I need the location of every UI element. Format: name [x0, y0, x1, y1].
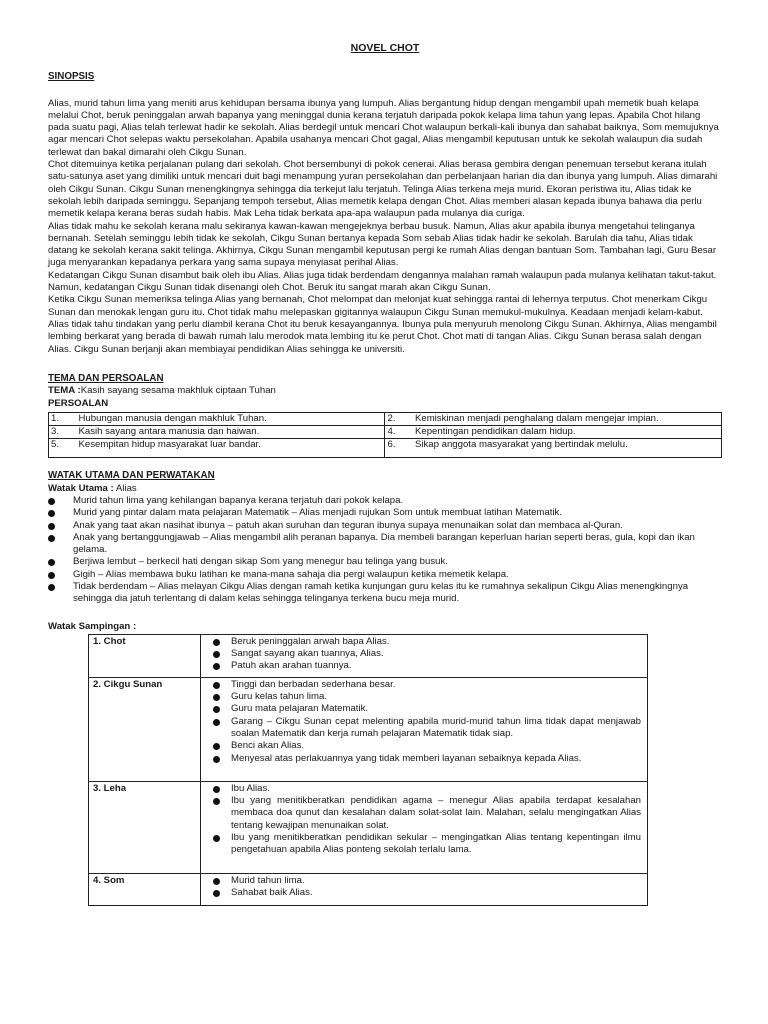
- table-row: [49, 412, 722, 425]
- synopsis-paragraph: Chot ditemuinya ketika perjalanan pulang dari sekolah. Chot bersembunyi di pokok cenerai. Alias berasa gembira dengan penemuan tersebut kerana itulah satu-satunya aset yang dimiliki untuk mencari duit bagi menampung yuran persekolahan dan perbelanjaan harian dia dan ibunya yang lumpuh. Alias dimarahi oleh Cikgu Sunan. Cikgu Sunan menengkingnya sehingga dia terkejut lalu terjatuh. Telinga Alias terkena meja murid. Ekoran peristiwa itu, Alias tidak ke sekolah lebih daripada seminggu. Sepanjang tempoh tersebut, Alias memetik kelapa dengan Chot. Alias memberi alasan kepada ibunya bahawa dia perlu memetik kelapa kerana beras sudah habis. Mak Leha tidak berkata apa-apa walaupun pada mulanya dia curiga.: [48, 159, 718, 220]
- bullet-icon: [48, 535, 55, 542]
- table-row: [89, 873, 648, 905]
- trait-text: Guru kelas tahun lima.: [231, 691, 327, 703]
- persoalan-text: Kemiskinan menjadi penghalang dalam mengejar impian.: [413, 412, 722, 425]
- bullet-icon: [48, 559, 55, 566]
- list-item: [205, 660, 641, 672]
- trait-text: Sangat sayang akan tuannya, Alias.: [231, 648, 384, 660]
- list-item: [48, 532, 722, 557]
- tema-label: TEMA :: [48, 385, 81, 397]
- persoalan-text: Kasih sayang antara manusia dan haiwan.: [76, 426, 385, 439]
- bullet-icon: [213, 694, 220, 701]
- character-name: 1. Chot: [89, 634, 201, 677]
- bullet-icon: [213, 651, 220, 658]
- trait-text: Ibu Alias.: [231, 782, 270, 794]
- bullet-icon: [213, 878, 220, 885]
- list-item: [205, 648, 641, 660]
- bullet-icon: [213, 835, 220, 842]
- list-item: [205, 875, 641, 887]
- list-item: [48, 581, 722, 606]
- list-item: [205, 832, 641, 857]
- character-name: 3. Leha: [89, 781, 201, 873]
- document-title: NOVEL CHOT: [350, 42, 420, 54]
- persoalan-text: Sikap anggota masyarakat yang bertindak melulu.: [413, 439, 722, 458]
- trait-text: Guru mata pelajaran Matematik.: [231, 703, 369, 715]
- bullet-icon: [48, 584, 55, 591]
- table-row: [49, 426, 722, 439]
- trait-text: Patuh akan arahan tuannya.: [231, 660, 352, 672]
- bullet-icon: [213, 743, 220, 750]
- bullet-icon: [213, 663, 220, 670]
- list-item: [205, 753, 641, 765]
- bullet-icon: [48, 510, 55, 517]
- persoalan-num: 3.: [49, 426, 77, 439]
- synopsis-heading: SINOPSIS: [48, 71, 95, 83]
- persoalan-text: Kepentingan pendidikan dalam hidup.: [413, 426, 722, 439]
- trait-text: Menyesal atas perlakuannya yang tidak memberi layanan sebaiknya kepada Alias.: [231, 752, 582, 764]
- table-row: [89, 634, 648, 677]
- list-item: [48, 569, 722, 581]
- tema-line: [48, 385, 722, 397]
- tema-heading: TEMA DAN PERSOALAN: [48, 372, 164, 384]
- trait-text: Tinggi dan berbadan sederhana besar.: [231, 678, 396, 690]
- trait-text: Tidak berdendam – Alias melayan Cikgu Alias dengan ramah ketika kunjungan guru kelas itu ke rumahnya sekalipun Cikgu Alias menengkingnya sehingga dia jatuh terlentang di dalam kelas sehingga telinganya terkena bucu meja murid.: [73, 580, 689, 605]
- persoalan-table: [48, 412, 722, 459]
- persoalan-text: Hubungan manusia dengan makhluk Tuhan.: [76, 412, 385, 425]
- trait-text: Ibu yang menitikberatkan pendidikan sekular – mengingatkan Alias tentang kepentingan ilmu pengetahuan apabila Alias ponteng sekolah terlalu lama.: [231, 831, 641, 856]
- trait-text: Sahabat baik Alias.: [231, 887, 313, 899]
- bullet-icon: [213, 639, 220, 646]
- character-name: 2. Cikgu Sunan: [89, 677, 201, 781]
- bullet-icon: [48, 523, 55, 530]
- list-item: [205, 740, 641, 752]
- trait-text: Garang – Cikgu Sunan cepat melenting apabila murid-murid tahun lima tidak dapat menjawab soalan Matematik dan kerja rumah pelajaran Matematik tidak siap.: [231, 715, 641, 739]
- character-traits: [201, 677, 648, 781]
- watak-utama-line: [48, 483, 722, 495]
- trait-text: Anak yang taat akan nasihat ibunya – patuh akan suruhan dan teguran ibunya supaya menunaikan solat dan membaca al-Quran.: [73, 519, 623, 531]
- bullet-icon: [213, 756, 220, 763]
- synopsis-paragraph: Ketika Cikgu Sunan memeriksa telinga Alias yang bernanah, Chot melompat dan melonjat kuat sehingga rantai di lehernya terputus. Chot menerkam Cikgu Sunan dan menokak lengan guru itu. Chot tidak mahu melepaskan gigitannya walaupun Cikgu Sunan memukul-mukulnya. Keadaan menjadi kelam-kabut. Alias tidak tahu tindakan yang perlu diambil kerana Chot itu beruk kesayangannya. Ibunya pula menyuruh menolong Cikgu Sunan. Akhirnya, Alias mengambil lembing berkarat yang berada di bawah rumah lalu merodok mata lembing itu ke perut Chot. Chot mati di tangan Alias. Cikgu Sunan berasa salah dengan Alias. Cikgu Sunan berjanji akan membiayai pendidikan Alias sehingga ke universiti.: [48, 294, 717, 355]
- watak-heading: WATAK UTAMA DAN PERWATAKAN: [48, 470, 215, 482]
- bullet-icon: [213, 719, 220, 726]
- list-item: [48, 507, 722, 519]
- list-item: [205, 703, 641, 715]
- synopsis-paragraph: Alias, murid tahun lima yang meniti arus kehidupan bersama ibunya yang lumpuh. Alias bergantung hidup dengan mengambil upah memetik buah kelapa melalui Chot, beruk peninggalan arwah bapanya yang meninggal dunia kerana terjatuh daripada pokok kelapa lima tahun yang lepas. Apabila Chot hilang pada suatu pagi, Alias telah terlewat hadir ke sekolah. Alias berdegil untuk mencari Chot walaupun berkali-kali ibunya dan sahabat baiknya, Som memujuknya agar mencari Chot selepas waktu persekolahan. Apabila usahanya mencari Chot gagal, Alias mengambil keputusan untuk ke sekolah walaupun dia sudah terlewat dan bakal dimarahi oleh Cikgu Sunan.: [48, 97, 719, 158]
- persoalan-num: 5.: [49, 439, 77, 458]
- watak-sampingan-table: [88, 634, 648, 906]
- bullet-icon: [48, 498, 55, 505]
- trait-text: Murid tahun lima.: [231, 874, 305, 886]
- list-item: [205, 795, 641, 832]
- persoalan-num: 4.: [385, 426, 413, 439]
- list-item: [48, 495, 722, 507]
- list-item: [205, 783, 641, 795]
- trait-text: Murid tahun lima yang kehilangan bapanya kerana terjatuh dari pokok kelapa.: [73, 494, 404, 506]
- watak-sampingan-label: Watak Sampingan :: [48, 620, 137, 632]
- persoalan-num: 6.: [385, 439, 413, 458]
- trait-text: Berjiwa lembut – berkecil hati dengan sikap Som yang menegur bau telinga yang busuk.: [73, 556, 448, 568]
- synopsis-paragraph: Kedatangan Cikgu Sunan disambut baik oleh ibu Alias. Alias juga tidak berdendam dengannya malahan ramah walaupun pada mulanya kelihatan takut-takut. Namun, kedatangan Cikgu Sunan tidak disenangi oleh Chot. Beruk itu sangat marah akan Cikgu Sunan.: [48, 269, 717, 294]
- bullet-icon: [48, 572, 55, 579]
- synopsis-body: [48, 98, 722, 356]
- synopsis-paragraph: Alias tidak mahu ke sekolah kerana malu sekiranya kawan-kawan mengejeknya berbau busuk. Namun, Alias akur apabila ibunya mengetahui telinganya bernanah. Setelah seminggu lebih tidak ke sekolah, Cikgu Sunan bertanya kepada Som sebab Alias tidak hadir ke sekolah. Barulah dia tahu, Alias tidak datang ke sekolah kerana sakit telinga. Akhirnya, Cikgu Sunan mengambil keputusan pergi ke rumah Alias dengan bantuan Som. Tambahan lagi, Guru Besar juga menyarankan kepadanya perkara yang sama supaya menyiasat perihal Alias.: [48, 220, 717, 269]
- trait-text: Murid yang pintar dalam mata pelajaran Matematik – Alias menjadi rujukan Som untuk membuat latihan Matematik.: [73, 507, 562, 519]
- tema-text: Kasih sayang sesama makhluk ciptaan Tuhan: [80, 385, 276, 397]
- bullet-icon: [213, 706, 220, 713]
- character-name: 4. Som: [89, 873, 201, 905]
- persoalan-text: Kesempitan hidup masyarakat luar bandar.: [76, 439, 385, 458]
- table-row: [49, 439, 722, 458]
- trait-text: Ibu yang menitikberatkan pendidikan agama – menegur Alias apabila terdapat kesalahan membaca doa qunut dan kesalahan dalam solat-solat lain. Malahan, selalu mengingatkan Alias tentang kewajipan menunaikan solat.: [231, 795, 641, 831]
- trait-text: Beruk peninggalan arwah bapa Alias.: [231, 635, 390, 647]
- bullet-icon: [213, 682, 220, 689]
- character-traits: [201, 873, 648, 905]
- list-item: [205, 691, 641, 703]
- trait-text: Benci akan Alias.: [231, 740, 305, 752]
- watak-utama-list: [48, 495, 722, 606]
- list-item: [205, 636, 641, 648]
- trait-text: Anak yang bertanggungjawab – Alias mengambil alih peranan bapanya. Dia membeli barangan keperluan harian seperti beras, gula, kopi dan ikan gelama.: [73, 531, 695, 556]
- bullet-icon: [213, 786, 220, 793]
- list-item: [205, 679, 641, 691]
- table-row: [89, 781, 648, 873]
- list-item: [205, 887, 641, 899]
- bullet-icon: [213, 798, 220, 805]
- persoalan-num: 2.: [385, 412, 413, 425]
- list-item: [48, 520, 722, 532]
- bullet-icon: [213, 890, 220, 897]
- persoalan-label: PERSOALAN: [48, 398, 109, 410]
- table-row: [89, 677, 648, 781]
- list-item: [205, 716, 641, 741]
- persoalan-num: 1.: [49, 412, 77, 425]
- character-traits: [201, 781, 648, 873]
- character-traits: [201, 634, 648, 677]
- trait-text: Gigih – Alias membawa buku latihan ke mana-mana sahaja dia pergi walaupun ketika memetik kelapa.: [73, 568, 509, 580]
- list-item: [48, 556, 722, 568]
- watak-utama-name: Alias: [115, 482, 137, 494]
- watak-utama-label: Watak Utama :: [48, 482, 114, 494]
